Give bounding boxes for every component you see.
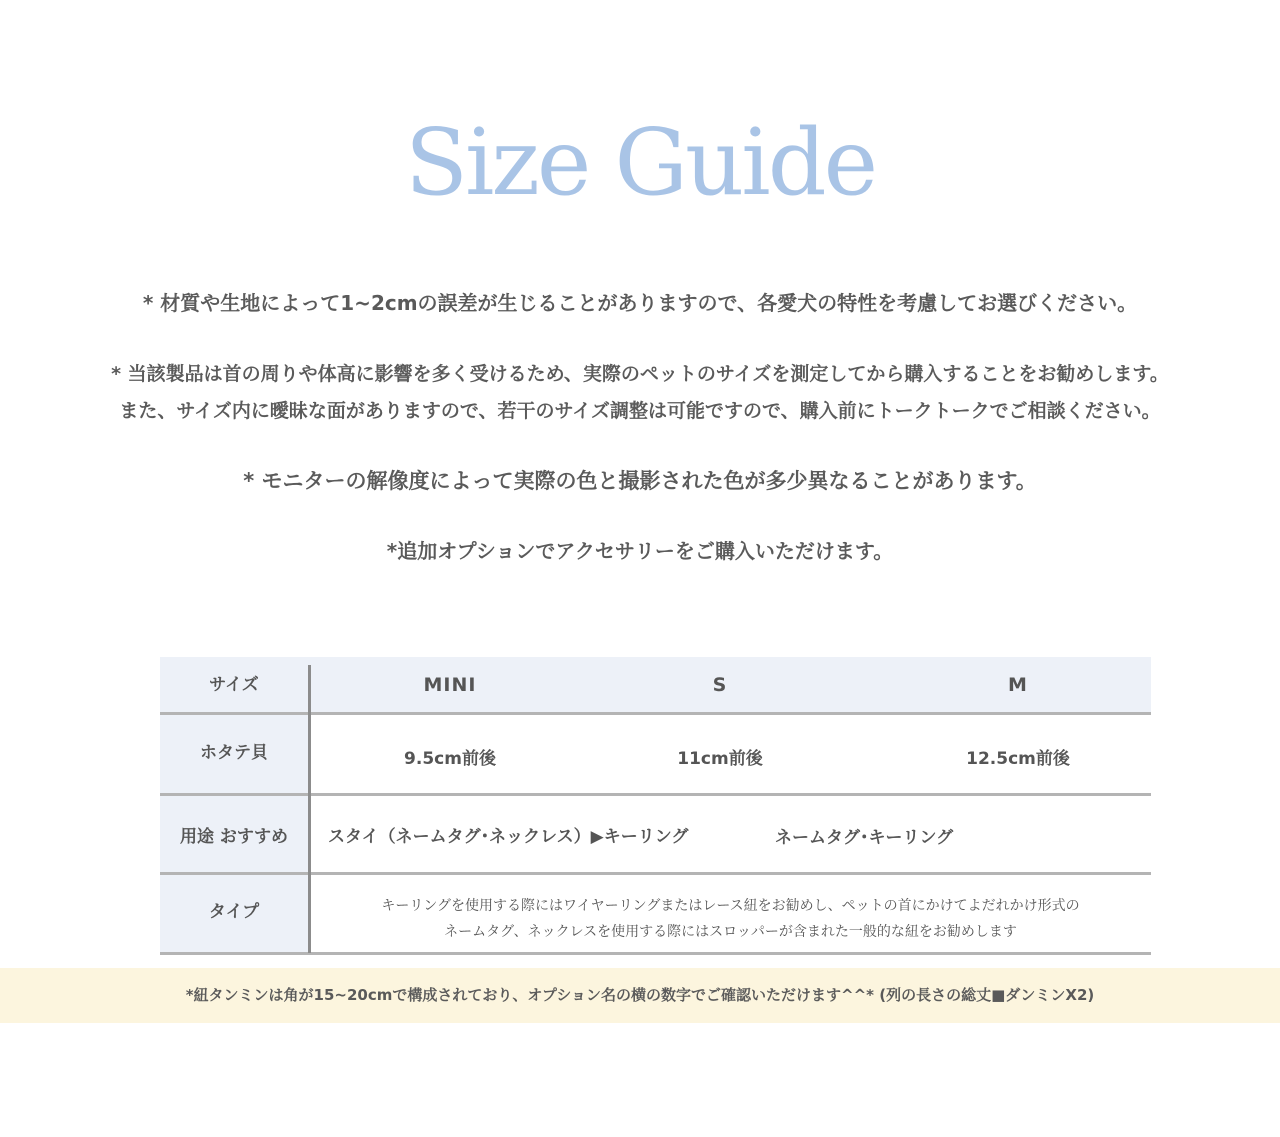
usage-row-label: 用途 おすすめ — [179, 827, 289, 847]
size-table — [160, 657, 1151, 955]
measurement-note — [0, 356, 1280, 430]
measurement-note-line-1: * 当該製品は首の周りや体高に影響を多く受けるため、実際のペットのサイズを測定してから購入することをお勧めします。 — [111, 363, 1169, 385]
footer-note: *紐タンミンは角が15~20cmで構成されており、オプション名の横の数字でご確認いただけます^^* (列の長さの総丈■ダンミンX2) — [185, 986, 1095, 1004]
type-row-label: タイプ — [208, 902, 260, 922]
table-vertical-divider — [308, 665, 311, 953]
accessory-option-note: *追加オプションでアクセサリーをご購入いただけます。 — [386, 539, 894, 563]
size-m: M — [1008, 674, 1028, 696]
page-title: Size Guide — [404, 109, 876, 216]
type-value-line-2: ネームタグ、ネックレスを使用する際にはスロッパーが含まれた一般的な紐をお勧めします — [444, 924, 1017, 940]
scallop-s-value: 11cm前後 — [677, 749, 763, 769]
usage-m-value: ネームタグ･キーリング — [775, 828, 954, 848]
monitor-color-note: * モニターの解像度によって実際の色と撮影された色が多少異なることがあります。 — [243, 469, 1037, 493]
scallop-m-value: 12.5cm前後 — [966, 749, 1070, 769]
size-s: S — [712, 674, 728, 696]
material-tolerance-note: * 材質や生地によって1~2cmの誤差が生じることがありますので、各愛犬の特性を考慮してお選びください。 — [142, 291, 1138, 315]
size-header-label: サイズ — [209, 675, 259, 695]
usage-mini-s-value: スタイ（ネームタグ･ネックレス）▶キーリング — [328, 827, 689, 847]
size-mini: MINI — [423, 674, 477, 696]
type-value-line-1: キーリングを使用する際にはワイヤーリングまたはレース紐をお勧めし、ペットの首にかけてよだれかけ形式の — [381, 898, 1080, 914]
scallop-mini-value: 9.5cm前後 — [404, 749, 496, 769]
measurement-note-line-2: また、サイズ内に曖昧な面がありますので、若干のサイズ調整は可能ですので、購入前にトークトークでご相談ください。 — [119, 400, 1161, 422]
scallop-row-label: ホタテ貝 — [200, 743, 268, 763]
